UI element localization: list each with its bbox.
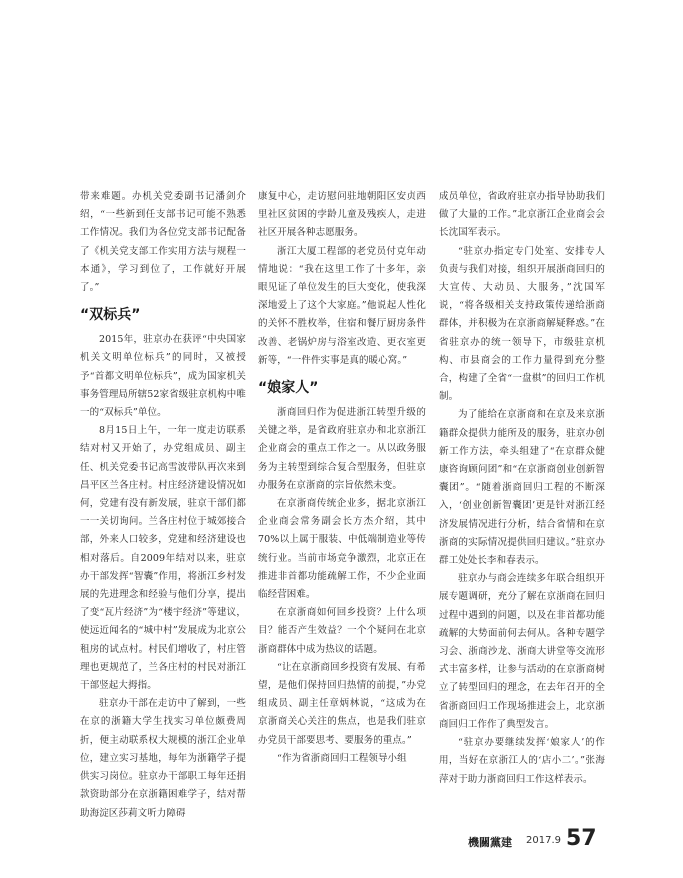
paragraph: “作为省浙商回归工程领导小组 [277,752,407,764]
text-column-1 [80,188,246,823]
section-heading: “娘家人” [258,380,319,397]
paragraph: 在京浙商如何回乡投资？上什么项目？能否产生效益？一个个疑问在北京浙商群体中成为热议的话题。 [258,607,426,655]
section-heading: “双标兵” [80,307,141,324]
text-column-3 [439,188,605,789]
paragraph: 带来难题。办机关党委副书记潘剑介绍，“一些新到任支部书记可能不熟悉工作情况。我们为各位党支部书记配备了《机关党支部工作实用方法与规程一本通》，学习到位了，工作就好开展了。” [80,191,246,294]
issue-number: 2017.9 [526,835,561,846]
paragraph: “驻京办指定专门处室、安排专人负责与我们对接，组织开展浙商回归的大宣传、大动员、大服务，”沈国军说，“将各级相关支持政策传递给浙商群体，并积极为在京浙商解疑释惑。”在省驻京办的统一领导下，市级驻京机构、市县商会的工作力量得到充分整合，构建了全省“一盘棋”的回归工作机制。 [439,245,605,403]
paragraph: 为了能给在京浙商和在京及来京浙籍群众提供力能所及的服务，驻京办创新工作方法，牵头组建了“在京群众健康咨询顾问团”和“在京浙商创业创新智囊团”。“随着浙商回归工程的不断深入，‘创业创新智囊团’更是针对浙江经济发展情况进行分析，结合省情和在京浙商的实际情况提供回归建议。”驻京办群工处处长李和春表示。 [439,409,605,567]
page-footer [468,826,608,856]
paragraph: 驻京办与商会连续多年联合组织开展专题调研，充分了解在京浙商在回归过程中遇到的问题，以及在非首都功能疏解的大势面前何去何从。各种专题学习会、浙商沙龙、浙商大讲堂等交流形式丰富多样，让参与活动的在京浙商树立了转型回归的理念，在去年召开的全省浙商回归工作现场推进会上，北京浙商回归工作作了典型发言。 [439,573,605,730]
paragraph: “让在京浙商回乡投资有发展、有希望，是他们保持回归热情的前提，”办党组成员、副主任章炳林说，“这成为在京浙商关心关注的焦点，也是我们驻京办党员干部要思考、要服务的重点。” [258,661,426,746]
paragraph: 康复中心，走访慰问驻地朝阳区安贞西里社区贫困的孛龄儿童及残疾人，走进社区开展各种志愿服务。 [258,191,426,239]
paragraph: 8月15日上午，一年一度走访联系结对村又开始了，办党组成员、副主任、机关党委书记高雪波带队再次来到昌平区兰各庄村。村庄经济建设情况如何，党建有没有新发展，驻京干部们都一一关切询问。兰各庄村位于城郊接合部，外来人口较多，党建和经济建设也相对落后。自2009年结对以来，驻京办干部发挥“智囊”作用，将浙江乡村发展的先进理念和经验与他们分享，提出了变“瓦片经济”为“楼宇经济”等建议，使远近闻名的“城中村”发展成为北京公租房的试点村。村民们增收了，村庄管理也更规范了，兰各庄村的村民对浙江干部竖起大拇指。 [80,425,246,692]
text-column-2 [258,188,426,768]
paragraph: 浙商回归作为促进浙江转型升级的关键之举，是省政府驻京办和北京浙江企业商会的重点工作之一。从以政务服务为主转型到综合复合型服务，但驻京办服务在京浙商的宗旨依然未变。 [258,407,426,491]
paragraph: 2015年，驻京办在获评“中央国家机关文明单位标兵”的同时，又被授予“首都文明单位标兵”，成为国家机关事务管理局所辖52家省级驻京机构中唯一的“双标兵”单位。 [80,334,246,419]
page-number: 57 [566,826,597,851]
paragraph: 成员单位，省政府驻京办指导协助我们做了大量的工作。”北京浙江企业商会会长沈国军表示。 [439,191,605,239]
paragraph: 浙江大厦工程部的老党员付克年动情地说：“我在这里工作了十多年，亲眼见证了单位发生的巨大变化，使我深深地爱上了这个大家庭。”他说起人性化的关怀不胜枚举，住宿和餐厅厨房条件改善、老锅炉房与浴室改造、更衣室更新等，“一件件实事是真的暖心窝。” [258,245,426,366]
paragraph: “驻京办要继续发挥‘娘家人’的作用，当好在京浙江人的‘店小二’。”张海萍对于助力浙商回归工作这样表示。 [439,737,605,785]
magazine-logo: 機關黨建 [468,836,512,849]
paragraph: 驻京办干部在走访中了解到，一些在京的浙籍大学生找实习单位颇费周折，便主动联系权大规模的浙江企业单位，建立实习基地，每年为浙籍学子提供实习岗位。驻京办干部职工每年还捐款资助部分在京浙籍困难学子，结对帮助海淀区莎莉文听力障碍 [80,698,246,819]
paragraph: 在京浙商传统企业多，据北京浙江企业商会常务副会长方杰介绍，其中70%以上属于服装、中低端制造业等传统行业。当前市场竞争激烈，北京正在推进非首都功能疏解工作，不少企业面临经营困难。 [258,498,426,601]
